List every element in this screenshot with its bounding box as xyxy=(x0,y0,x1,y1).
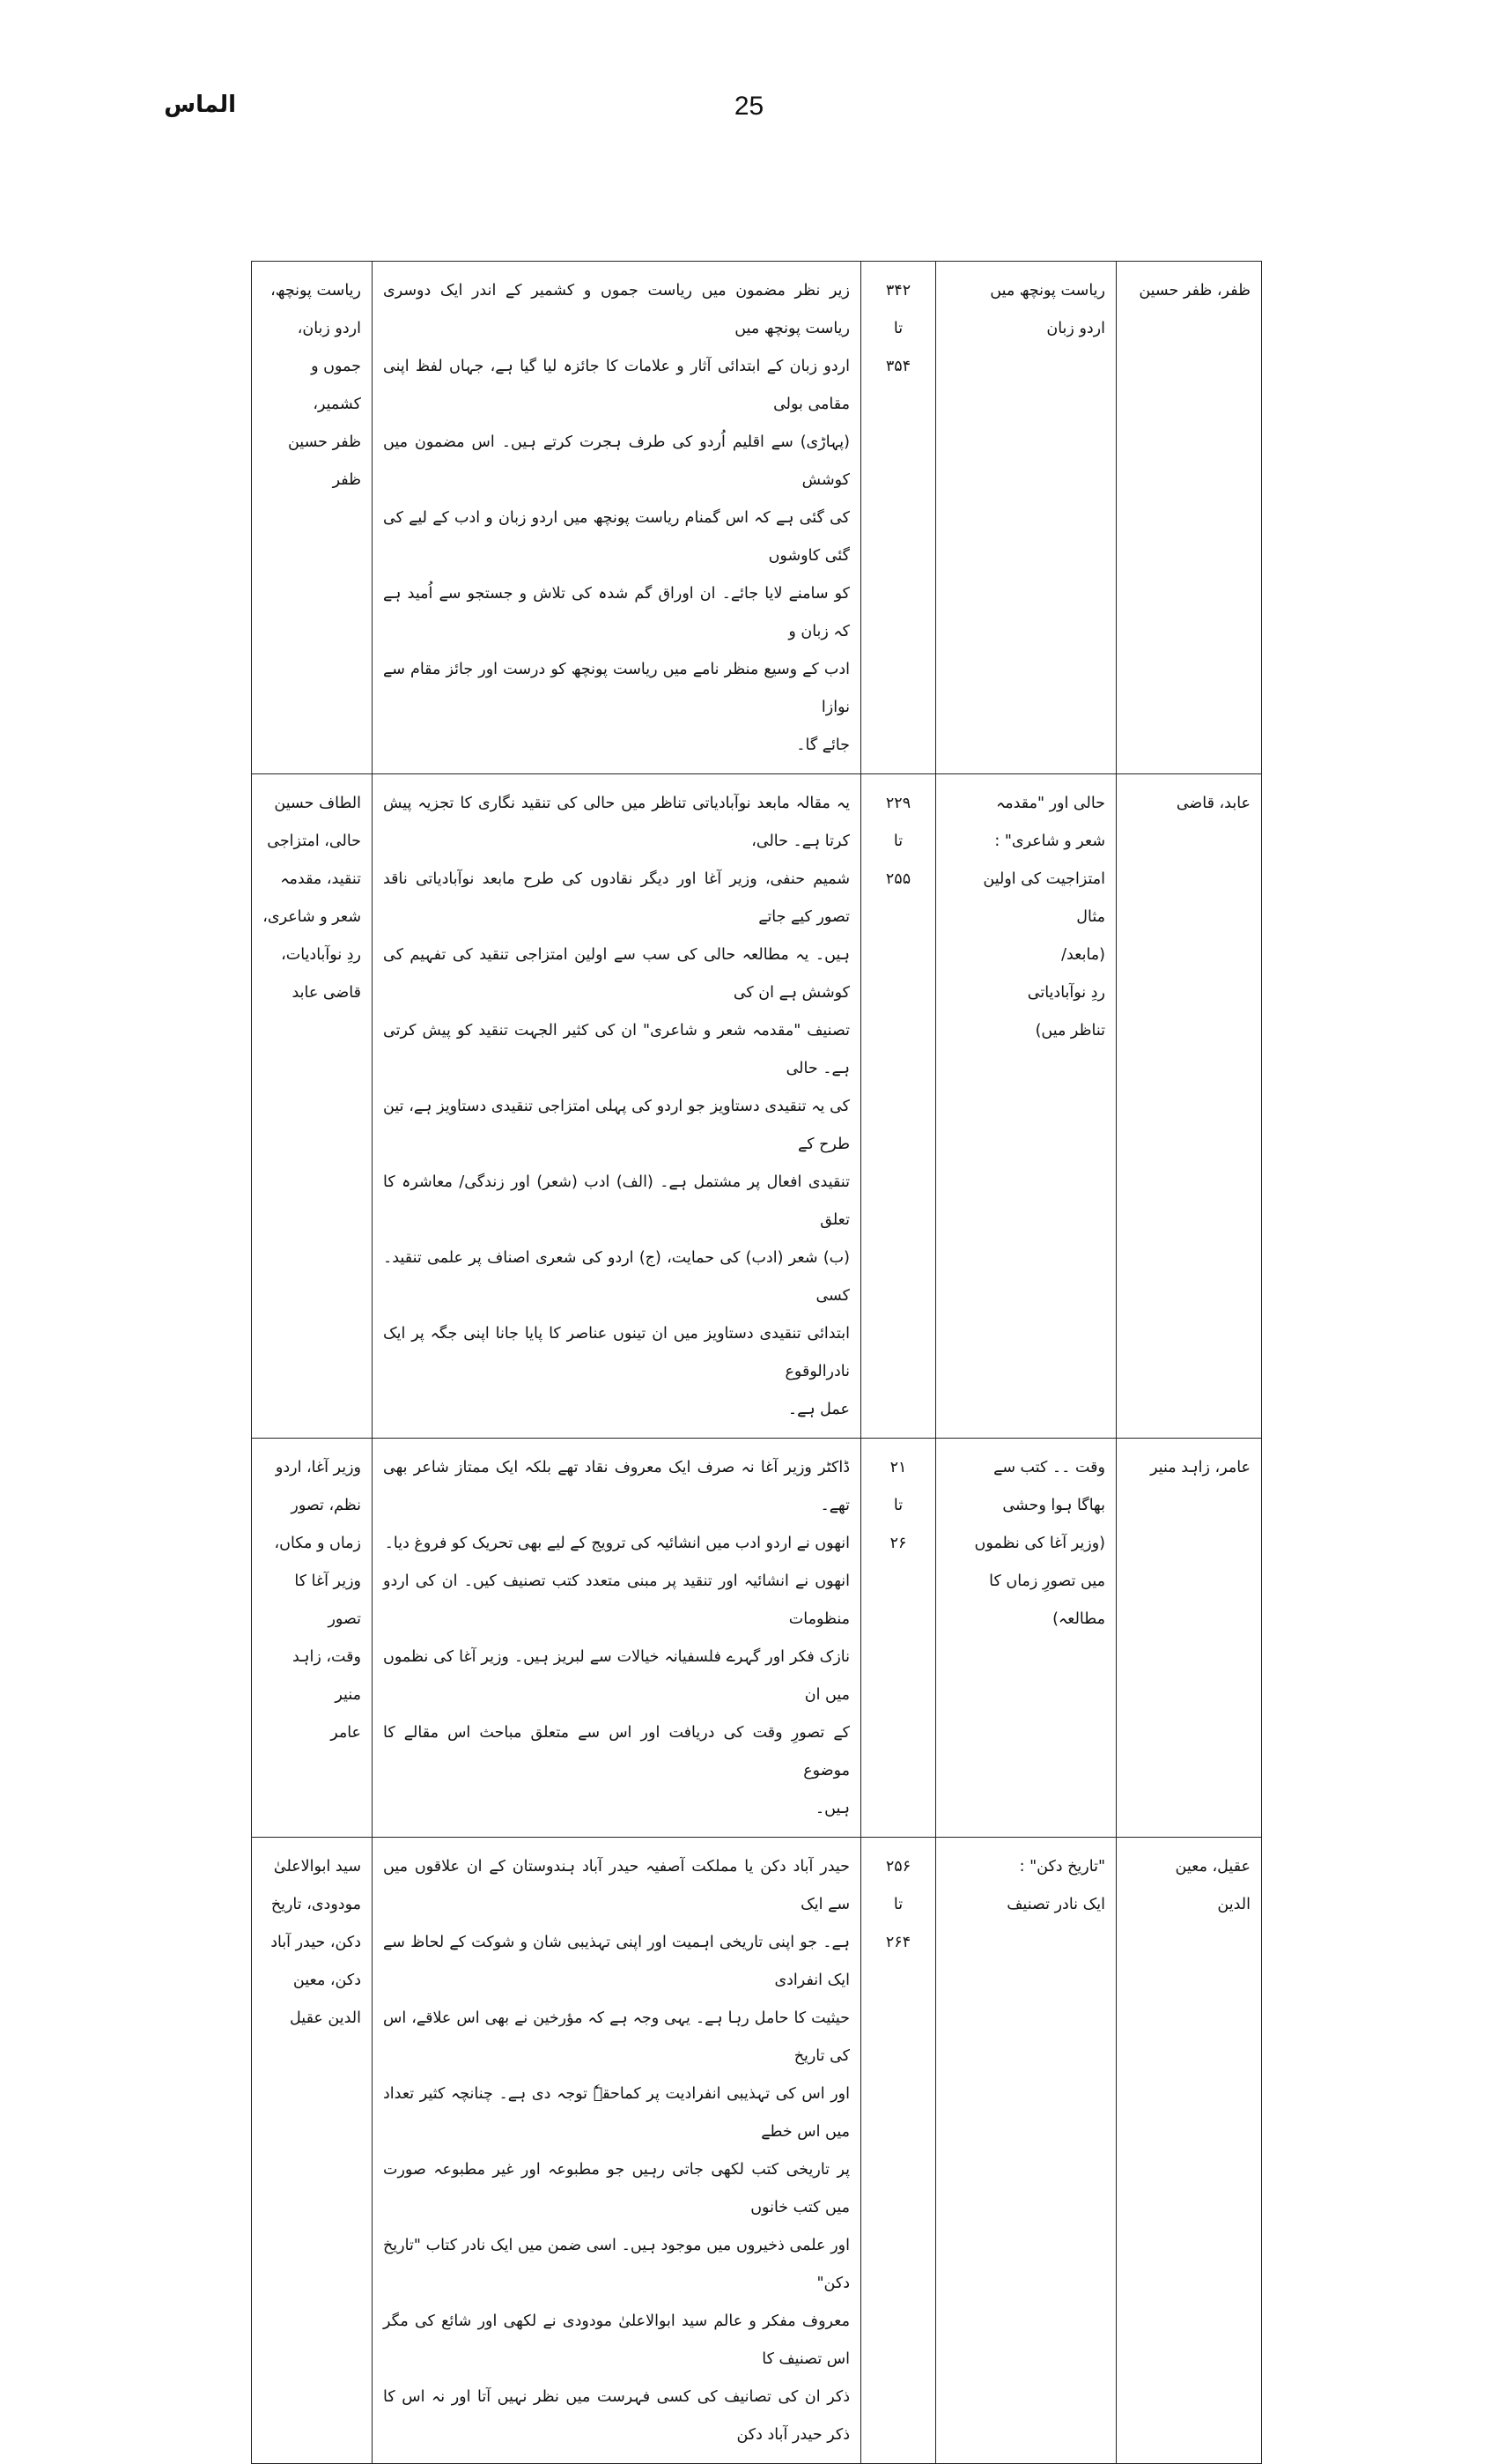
keywords-line: نظم، تصور xyxy=(291,1497,361,1514)
title-cell xyxy=(936,774,1117,1439)
pages-line: ۲۱ xyxy=(889,1459,907,1476)
title-line: ایک نادر تصنیف xyxy=(1007,1896,1105,1913)
summary-line: کی یہ تنقیدی دستاویز جو اردو کی پہلی امتزاجی تنقیدی دستاویز ہے، تین طرح کے xyxy=(383,1098,850,1153)
keywords-line: دکن، معین xyxy=(292,1972,361,1989)
keywords-line: ریاست پونچھ، xyxy=(270,282,361,300)
author-line: ظفر، ظفر حسین xyxy=(1139,282,1251,300)
summary-line: ذکر ان کی تصانیف کی کسی فہرست میں نظر نہیں آتا اور نہ اس کا ذکر حیدر آباد دکن xyxy=(383,2388,850,2444)
keywords-line: دکن، حیدر آباد xyxy=(270,1934,361,1951)
summary-line: ہے۔ جو اپنی تاریخی اہمیت اور اپنی تہذیبی شان و شوکت کے لحاظ سے ایک انفرادی xyxy=(383,1934,850,1989)
keywords-line: ظفر xyxy=(332,471,361,489)
page-number: 25 xyxy=(734,92,764,121)
keywords-cell xyxy=(252,1838,373,2464)
title-line: اردو زبان xyxy=(1046,320,1105,337)
summary-line: یہ مقالہ مابعد نوآبادیاتی تناظر میں حالی کی تنقید نگاری کا تجزیہ پیش کرتا ہے۔ حالی، xyxy=(383,795,850,850)
summary-line: کو سامنے لایا جائے۔ ان اوراق گم شدہ کی تلاش و جستجو سے اُمید ہے کہ زبان و xyxy=(383,585,850,640)
pages-line: ۲۶۴ xyxy=(885,1934,911,1951)
pages-line: ۲۵۶ xyxy=(885,1858,911,1876)
pages-line: تا xyxy=(893,1497,904,1514)
keywords-line: زماں و مکاں، xyxy=(274,1535,361,1552)
summary-line: جائے گا۔ xyxy=(796,736,850,754)
title-line: وقت ۔۔ کتب سے xyxy=(993,1459,1105,1476)
journal-name: الماس xyxy=(164,92,236,118)
summary-line: کے تصورِ وقت کی دریافت اور اس سے متعلق مباحث اس مقالے کا موضوع xyxy=(383,1724,850,1780)
title-line: تناظر میں) xyxy=(1035,1022,1105,1040)
summary-line: (ب) شعر (ادب) کی حمایت، (ج) اردو کی شعری اصناف پر علمی تنقید۔ کسی xyxy=(383,1249,850,1305)
summary-cell xyxy=(373,1439,861,1838)
summary-line: معروف مفکر و عالم سید ابوالاعلیٰ مودودی نے لکھی اور شائع کی مگر اس تصنیف کا xyxy=(383,2312,850,2368)
summary-line: انھوں نے انشائیہ اور تنقید پر مبنی متعدد کتب تصنیف کیں۔ ان کی اردو منظومات xyxy=(383,1572,850,1628)
summary-line: تنقیدی افعال پر مشتمل ہے۔ (الف) ادب (شعر) اور زندگی/ معاشرہ کا تعلق xyxy=(383,1173,850,1229)
pages-line: ۳۴۲ xyxy=(885,282,911,300)
summary-line: ادب کے وسیع منظر نامے میں ریاست پونچھ کو درست اور جائز مقام سے نوازا xyxy=(383,661,850,716)
keywords-cell xyxy=(252,774,373,1439)
pages-cell xyxy=(861,1838,936,2464)
summary-line: اردو زبان کے ابتدائی آثار و علامات کا جائزہ لیا گیا ہے، جہاں لفظ اپنی مقامی بولی xyxy=(383,358,850,413)
bibliography-table xyxy=(251,261,1262,2464)
summary-line: کی گئی ہے کہ اس گمنام ریاست پونچھ میں اردو زبان و ادب کے لیے کی گئی کاوشوں xyxy=(383,509,850,565)
keywords-line: شعر و شاعری، xyxy=(262,908,361,926)
keywords-line: عامر xyxy=(330,1724,361,1742)
table-row xyxy=(252,1838,1262,2464)
summary-line: نازک فکر اور گہرے فلسفیانہ خیالات سے لبریز ہیں۔ وزیر آغا کی نظموں میں ان xyxy=(383,1648,850,1704)
keywords-line: وزیر آغا کا تصور xyxy=(294,1572,361,1628)
table-row xyxy=(252,1439,1262,1838)
title-line: حالی اور "مقدمہ xyxy=(995,795,1105,812)
pages-cell xyxy=(861,774,936,1439)
summary-line: اور علمی ذخیروں میں موجود ہیں۔ اسی ضمن میں ایک نادر کتاب "تاریخ دکن" xyxy=(383,2237,850,2292)
author-cell xyxy=(1117,1439,1262,1838)
summary-line: انھوں نے اردو ادب میں انشائیہ کی ترویج کے لیے بھی تحریک کو فروغ دیا۔ xyxy=(384,1535,850,1552)
keywords-line: اردو زبان، xyxy=(297,320,361,337)
keywords-line: ردِ نوآبادیات، xyxy=(281,946,361,964)
pages-line: تا xyxy=(893,832,904,850)
author-cell xyxy=(1117,774,1262,1439)
keywords-cell xyxy=(252,262,373,774)
summary-cell xyxy=(373,774,861,1439)
author-cell xyxy=(1117,1838,1262,2464)
summary-line: حیدر آباد دکن یا مملکت آصفیہ حیدر آباد ہندوستان کے ان علاقوں میں سے ایک xyxy=(383,1858,850,1913)
summary-line: ابتدائی تنقیدی دستاویز میں ان تینوں عناصر کا پایا جانا اپنی جگہ پر ایک نادرالوقوع xyxy=(383,1325,850,1380)
keywords-cell xyxy=(252,1439,373,1838)
author-line: عامر، زاہد منیر xyxy=(1150,1459,1251,1476)
author-line: الدین xyxy=(1217,1896,1251,1913)
title-line: ردِ نوآبادیاتی xyxy=(1027,984,1105,1002)
summary-line: تصنیف "مقدمہ شعر و شاعری" ان کی کثیر الجہت تنقید کو پیش کرتی ہے۔ حالی xyxy=(383,1022,850,1077)
keywords-line: تنقید، مقدمہ xyxy=(280,870,361,888)
pages-line: ۲۲۹ xyxy=(885,795,911,812)
keywords-line: ظفر حسین xyxy=(287,433,361,451)
summary-line: ہیں۔ یہ مطالعہ حالی کی سب سے اولین امتزاجی تنقید کی تفہیم کی کوشش ہے ان کی xyxy=(383,946,850,1002)
summary-line: حیثیت کا حامل رہا ہے۔ یہی وجہ ہے کہ مؤرخین نے بھی اس علاقے، اس کی تاریخ xyxy=(383,2009,850,2065)
keywords-line: الدین عقیل xyxy=(290,2009,361,2027)
title-line: "تاریخ دکن" : xyxy=(1019,1858,1105,1876)
title-line: میں تصورِ زماں کا xyxy=(989,1572,1105,1590)
keywords-line: الطاف حسین xyxy=(274,795,361,812)
table-row xyxy=(252,774,1262,1439)
summary-cell xyxy=(373,262,861,774)
pages-line: ۳۵۴ xyxy=(885,358,911,375)
keywords-line: سید ابوالاعلیٰ xyxy=(273,1858,361,1876)
author-line: عقیل، معین xyxy=(1175,1858,1251,1876)
title-line: (وزیر آغا کی نظموں xyxy=(974,1535,1105,1552)
title-line: ریاست پونچھ میں xyxy=(990,282,1105,300)
pages-cell xyxy=(861,1439,936,1838)
summary-line: شمیم حنفی، وزیر آغا اور دیگر نقادوں کی طرح مابعد نوآبادیاتی ناقد تصور کیے جاتے xyxy=(383,870,850,926)
keywords-line: وزیر آغا، اردو xyxy=(275,1459,361,1476)
keywords-line: مودودی، تاریخ xyxy=(270,1896,361,1913)
pages-line: ۲۶ xyxy=(889,1535,907,1552)
keywords-line: قاضی عابد xyxy=(291,984,361,1002)
title-line: (مابعد/ xyxy=(1061,946,1105,964)
title-line: امتزاجیت کی اولین xyxy=(983,870,1105,888)
title-line: مطالعہ) xyxy=(1052,1610,1105,1628)
title-cell xyxy=(936,262,1117,774)
summary-cell xyxy=(373,1838,861,2464)
keywords-line: جموں و کشمیر، xyxy=(311,358,361,413)
summary-line: زیر نظر مضمون میں ریاست جموں و کشمیر کے اندر ایک دوسری ریاست پونچھ میں xyxy=(383,282,850,337)
title-line: بھاگا ہوا وحشی xyxy=(1002,1497,1105,1514)
pages-line: تا xyxy=(893,320,904,337)
pages-line: ۲۵۵ xyxy=(885,870,911,888)
title-line: مثال xyxy=(1076,908,1105,926)
summary-line: عمل ہے۔ xyxy=(787,1401,850,1418)
summary-line: اور اس کی تہذیبی انفرادیت پر کماحقہٗ توجہ دی ہے۔ چنانچہ کثیر تعداد میں اس خطے xyxy=(383,2085,850,2141)
title-cell xyxy=(936,1439,1117,1838)
title-line: شعر و شاعری" : xyxy=(994,832,1105,850)
summary-line: ہیں۔ xyxy=(815,1800,850,1817)
summary-line: ڈاکٹر وزیر آغا نہ صرف ایک معروف نقاد تھے بلکہ ایک ممتاز شاعر بھی تھے۔ xyxy=(383,1459,850,1514)
table-row xyxy=(252,262,1262,774)
pages-cell xyxy=(861,262,936,774)
title-cell xyxy=(936,1838,1117,2464)
pages-line: تا xyxy=(893,1896,904,1913)
keywords-line: وقت، زاہد منیر xyxy=(292,1648,361,1704)
summary-line: پر تاریخی کتب لکھی جاتی رہیں جو مطبوعہ اور غیر مطبوعہ صورت میں کتب خانوں xyxy=(383,2161,850,2216)
summary-line: (پہاڑی) سے اقلیم اُردو کی طرف ہجرت کرتے ہیں۔ اس مضمون میں کوشش xyxy=(383,433,850,489)
author-cell xyxy=(1117,262,1262,774)
keywords-line: حالی، امتزاجی xyxy=(267,832,361,850)
author-line: عابد، قاضی xyxy=(1176,795,1251,812)
